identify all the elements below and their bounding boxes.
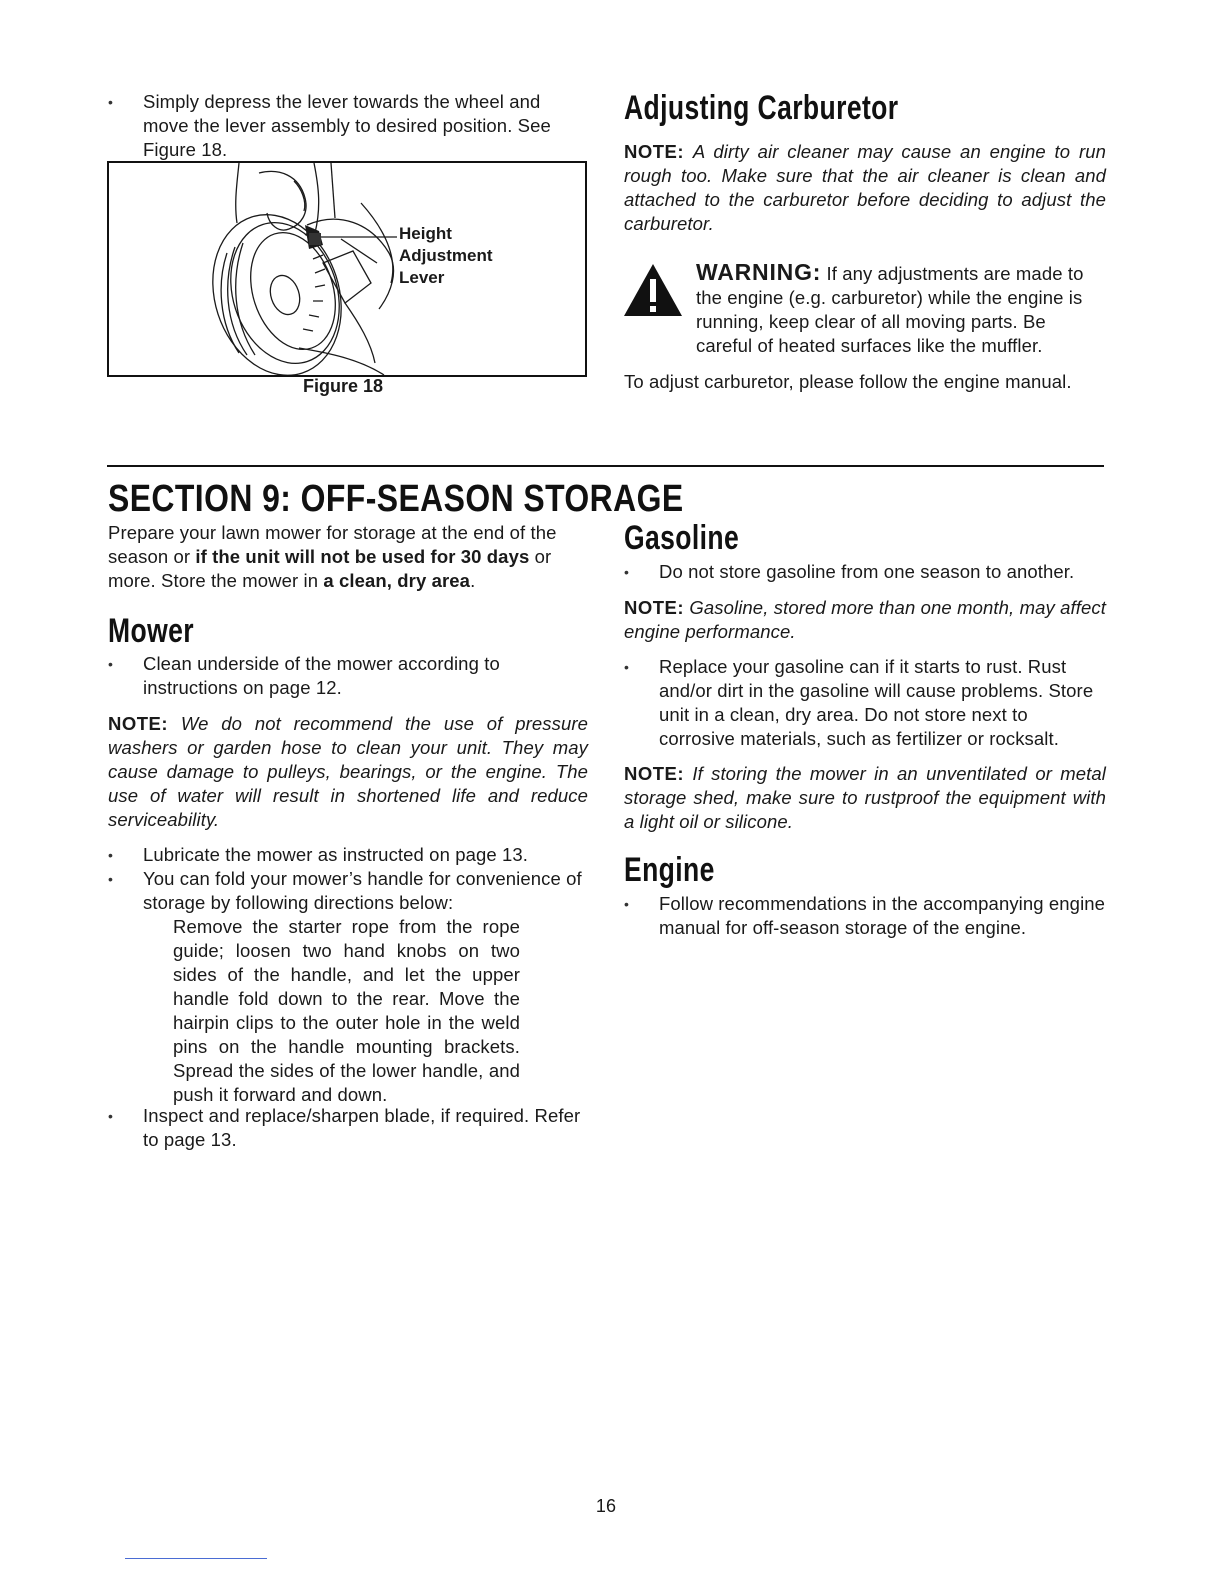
gasoline-note-2-text: If storing the mower in an unventilated or metal storage shed, make sure to rustproof the equipment with a light oil or silicone. <box>624 763 1106 832</box>
mower-note-text: We do not recommend the use of pressure washers or garden hose to clean your unit. They may cause damage to pulleys, bearings, or the engine. The use of water will result in shortened life and reduce serviceability. <box>108 713 589 830</box>
gasoline-note-2 <box>624 762 1106 834</box>
section-title: SECTION 9: OFF-SEASON STORAGE <box>108 478 684 520</box>
engine-manual-bullet: • Follow recommendations in the accompanying engine manual for off-season storage of the engine. <box>624 892 1106 940</box>
wheel-lever-illustration <box>109 163 585 375</box>
gasoline-note-1-label: NOTE: <box>624 597 685 618</box>
callout-line-3: Lever <box>399 268 445 287</box>
warning-label: WARNING: <box>696 259 822 285</box>
gasoline-list-1 <box>624 560 1106 584</box>
intro-part-1: Prepare your lawn mower for storage at the end of the season or <box>108 522 557 567</box>
gasoline-can-bullet: • Replace your gasoline can if it starts to rust. Rust and/or dirt in the gasoline will cause problems. Store unit in a clean, dry area. Do not store next to corrosive materials, such as fertilizer or rocksalt. <box>624 655 1106 751</box>
intro-part-3: . <box>470 570 476 591</box>
intro-part-2: or more. Store the mower in <box>108 546 552 591</box>
mower-note <box>108 712 588 832</box>
figure-18 <box>107 161 587 377</box>
intro-bold-1: if the unit will not be used for 30 days <box>195 546 530 567</box>
figure-callout <box>399 223 493 289</box>
inspect-blade-bullet: • Inspect and replace/sharpen blade, if required. Refer to page 13. <box>108 1104 586 1152</box>
warning-block <box>696 260 1106 358</box>
mower-list-3 <box>108 1104 586 1152</box>
gasoline-season-bullet: • Do not store gasoline from one season to another. <box>624 560 1106 584</box>
mower-note-label: NOTE: <box>108 713 169 734</box>
warning-text: If any adjustments are made to the engine (e.g. carburetor) while the engine is running, keep clear of all moving parts. Be careful of heated surfaces like the muffler. <box>696 263 1084 356</box>
gasoline-note-1 <box>624 596 1106 644</box>
gasoline-list-2 <box>624 655 1106 751</box>
warning-triangle-icon <box>622 262 684 318</box>
clean-underside-bullet: • Clean underside of the mower according to instructions on page 12. <box>108 652 586 700</box>
mower-heading: Mower <box>108 612 194 650</box>
note-label: NOTE: <box>624 141 685 162</box>
storage-intro <box>108 521 586 593</box>
lever-bullet: • Simply depress the lever towards the wheel and move the lever assembly to desired position. See Figure 18. <box>108 90 586 162</box>
callout-line-2: Adjustment <box>399 246 493 265</box>
note-text: A dirty air cleaner may cause an engine to run rough too. Make sure that the air cleaner is clean and attached to the carburetor before deciding to adjust the carburetor. <box>624 141 1106 234</box>
carburetor-note <box>624 140 1106 236</box>
gasoline-note-1-text: Gasoline, stored more than one month, may affect engine performance. <box>624 597 1106 642</box>
gasoline-note-2-label: NOTE: <box>624 763 685 784</box>
top-bullet-list <box>108 90 586 162</box>
mower-list-2 <box>108 843 586 915</box>
adjusting-carburetor-heading: Adjusting Carburetor <box>624 89 899 127</box>
engine-list <box>624 892 1106 940</box>
gasoline-heading: Gasoline <box>624 519 740 557</box>
callout-line-1: Height <box>399 224 452 243</box>
mower-list-1 <box>108 652 586 700</box>
fold-directions: Remove the starter rope from the rope guide; loosen two hand knobs on two sides of the handle, and let the upper handle fold down to the rear. Move the hairpin clips to the outer hole in the weld pins on the handle mounting brackets. Spread the sides of the lower handle, and push it forward and down. <box>173 916 520 1105</box>
figure-caption: Figure 18 <box>303 376 384 396</box>
fold-handle-bullet: • You can fold your mower’s handle for convenience of storage by following directions below: <box>108 867 586 915</box>
carburetor-closing: To adjust carburetor, please follow the engine manual. <box>624 371 1072 392</box>
page-number: 16 <box>595 1496 617 1516</box>
intro-bold-2: a clean, dry area <box>323 570 471 591</box>
link-underline <box>125 1558 267 1559</box>
engine-heading: Engine <box>624 851 715 889</box>
section-divider <box>107 465 1104 467</box>
lubricate-bullet: • Lubricate the mower as instructed on page 13. <box>108 843 586 867</box>
